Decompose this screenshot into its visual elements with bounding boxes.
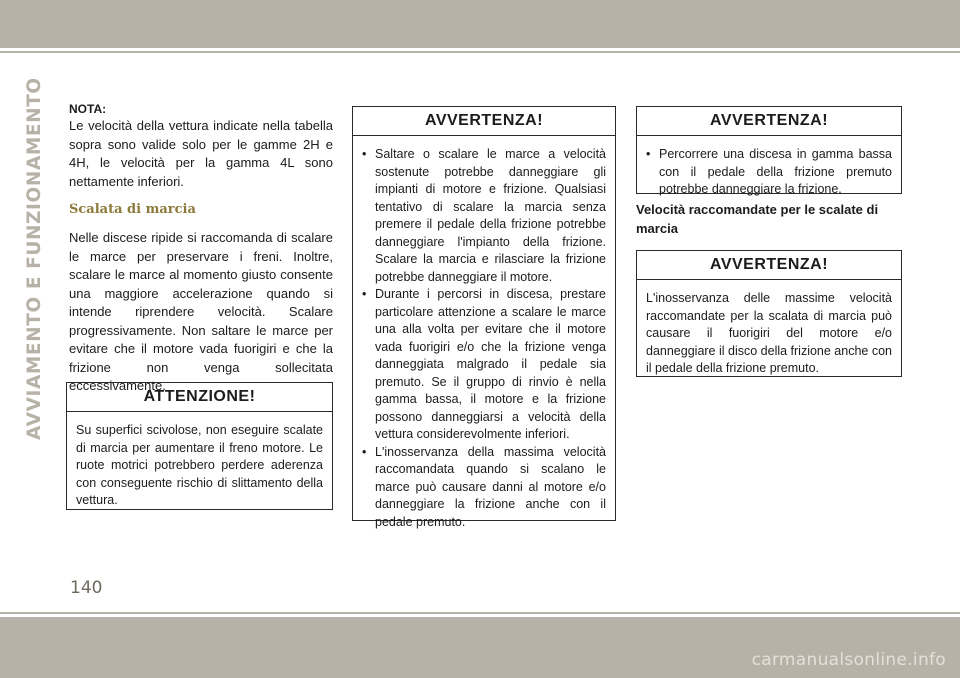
section-text: Nelle discese ripide si raccomanda di scalare le marce per preservare i freni. Inoltre, scalare le marce al momento giusto consente una maggiore accelerazione quando si intende riprendere velocità. Scalare progressivamente. Non saltare le marce per evitare che il motore vada fuorigiri e che la frizione non venga sollecitata eccessivamente. bbox=[69, 230, 333, 393]
header-band bbox=[0, 0, 960, 48]
attention-text: Su superfici scivolose, non eseguire scalate di marcia per aumentare il freno motore. Le ruote motrici potrebbero perdere aderenza con conseguente rischio di slittamento della vettura. bbox=[76, 423, 323, 507]
warning-2-title: AVVERTENZA! bbox=[637, 107, 901, 136]
warning-2-list bbox=[646, 146, 892, 199]
list-item: • Percorrere una discesa in gamma bassa con il pedale della frizione premuto potrebbe danneggiare la frizione. bbox=[646, 146, 892, 199]
footer-thin-line bbox=[0, 612, 960, 614]
attention-box bbox=[66, 382, 333, 510]
note-text: Le velocità della vettura indicate nella tabella sopra sono valide solo per le gamme 2H e 4H, le velocità per la gamma 4L sono nettamente inferiori. bbox=[69, 118, 333, 189]
note-label: NOTA: bbox=[69, 102, 107, 116]
page-number: 140 bbox=[70, 578, 103, 598]
warning-1-list bbox=[362, 146, 606, 531]
watermark-text: carmanualsonline.info bbox=[751, 650, 946, 670]
chapter-side-title: AVVIAMENTO E FUNZIONAMENTO bbox=[24, 77, 45, 440]
warning-2-body bbox=[637, 136, 901, 207]
section-heading: Scalata di marcia bbox=[69, 202, 196, 217]
list-item: • Saltare o scalare le marce a velocità sostenute potrebbe danneggiare gli impianti di motore e frizione. Qualsiasi tentativo di scalare la marcia senza premere il pedale della frizione potrebbe danneggiare l'impianto della frizione. Scalare la marcia e rilasciare la frizione potrebbe danneggiare il motore. bbox=[362, 146, 606, 286]
warning-box-2 bbox=[636, 106, 902, 194]
list-item: • Durante i percorsi in discesa, prestare particolare attenzione a scalare le marce una alla volta per evitare che il motore vada fuorigiri e/o che la frizione venga danneggiata malgrado il pedale sia premuto. Se il gruppo di rinvio è nella gamma bassa, il motore e la frizione possono danneggiarsi a velocità della vettura considerevolmente inferiori. bbox=[362, 286, 606, 444]
warning-3-text: L'inosservanza delle massime velocità raccomandate per la scalata di marcia può causare il fuorigiri del motore e/o danneggiare il disco della frizione anche con il pedale della frizione premuto. bbox=[646, 291, 892, 375]
warning-1-body bbox=[353, 136, 615, 539]
list-item: • L'inosservanza della massima velocità raccomandata quando si scalano le marce può causare danni al motore e/o danneggiare la frizione anche con il pedale premuto. bbox=[362, 444, 606, 532]
warning-box-3 bbox=[636, 250, 902, 377]
warning-3-title: AVVERTENZA! bbox=[637, 251, 901, 280]
warning-box-1 bbox=[352, 106, 616, 529]
header-thin-line bbox=[0, 51, 960, 53]
subsection-heading: Velocità raccomandate per le scalate di marcia bbox=[636, 202, 879, 236]
warning-1-title: AVVERTENZA! bbox=[353, 107, 615, 136]
attention-title: ATTENZIONE! bbox=[67, 383, 332, 412]
